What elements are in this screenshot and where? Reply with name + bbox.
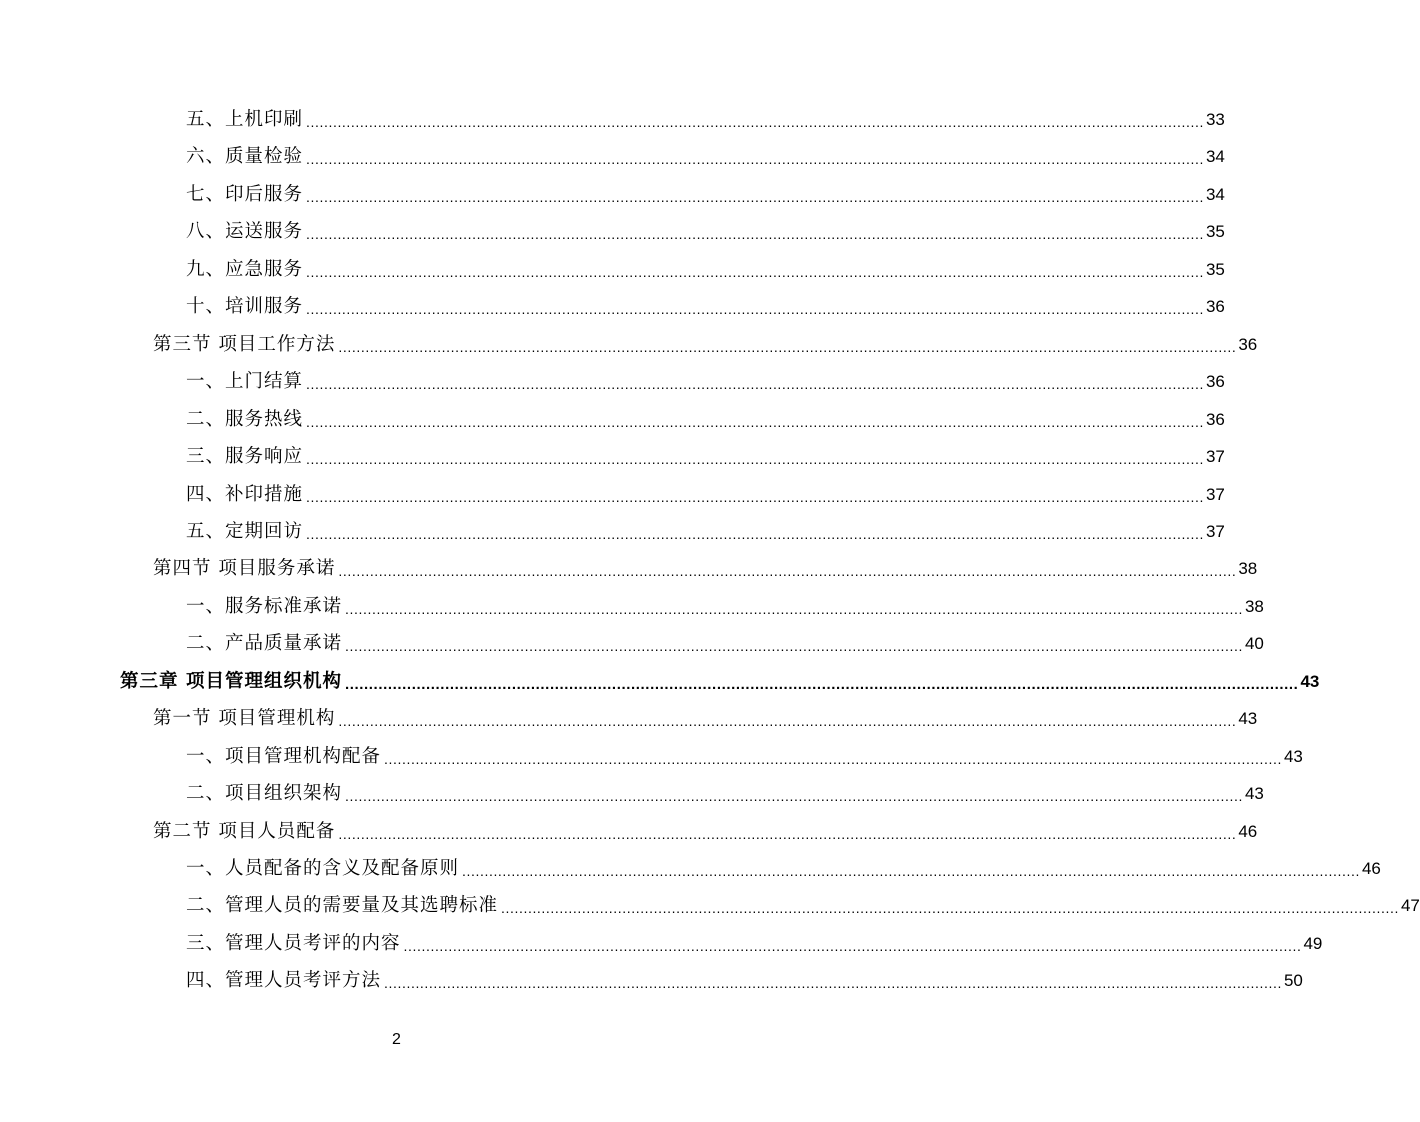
toc-entry-item[interactable] (186, 588, 1264, 625)
toc-entry-page: 37 (1205, 447, 1225, 467)
toc-entry-label: 第三章 项目管理组织机构 (120, 670, 342, 692)
dot-leader: ........................................................................................................................................................................................................ (462, 863, 1360, 879)
toc-entry-page: 38 (1244, 596, 1264, 616)
dot-leader: ........................................................................................................................................................................................................ (306, 451, 1204, 468)
toc-entry-chapter[interactable] (120, 663, 1320, 700)
dot-leader: ........................................................................................................................................................................................................ (345, 600, 1243, 617)
toc-entry-label: 二、管理人员的需要量及其选聘标准 (186, 895, 499, 917)
dot-leader: ........................................................................................................................................................................................................ (338, 338, 1237, 355)
toc-entry-page: 43 (1238, 709, 1258, 729)
toc-entry-item[interactable] (186, 850, 1381, 887)
toc-entry-item[interactable] (186, 363, 1225, 400)
toc-entry-item[interactable] (186, 476, 1225, 513)
toc-entry-section[interactable] (153, 326, 1258, 363)
toc-entry-page: 43 (1244, 784, 1264, 804)
toc-entry-label: 十、培训服务 (186, 296, 304, 318)
dot-leader: ........................................................................................................................................................................................................ (384, 975, 1282, 992)
toc-entry-page: 46 (1361, 859, 1381, 878)
dot-leader: ........................................................................................................................................................................................................ (345, 788, 1243, 805)
toc-entry-page: 49 (1303, 933, 1323, 953)
toc-entry-label: 第四节 项目服务承诺 (153, 558, 336, 580)
toc-entry-label: 五、定期回访 (186, 520, 304, 542)
toc-entry-page: 36 (1205, 409, 1225, 429)
dot-leader: ........................................................................................................................................................................................................ (306, 226, 1204, 243)
toc-entry-label: 四、补印措施 (186, 483, 304, 505)
toc-entry-label: 第三节 项目工作方法 (153, 333, 336, 355)
toc-entry-section[interactable] (153, 813, 1258, 850)
toc-entry-label: 七、印后服务 (186, 183, 304, 205)
toc-entry-page: 40 (1244, 634, 1264, 654)
toc-entry-item[interactable] (186, 213, 1225, 250)
toc-entry-page: 35 (1205, 222, 1225, 242)
toc-entry-page: 47 (1400, 896, 1420, 916)
toc-entry-label: 四、管理人员考评方法 (186, 970, 382, 992)
dot-leader: ........................................................................................................................................................................................................ (501, 900, 1399, 917)
dot-leader: ........................................................................................................................................................................................................ (384, 750, 1282, 767)
toc-entry-item[interactable] (186, 401, 1225, 438)
toc-entry-label: 二、产品质量承诺 (186, 633, 343, 655)
toc-entry-item[interactable] (186, 438, 1225, 475)
toc-entry-label: 二、服务热线 (186, 408, 304, 430)
toc-entry-label: 第一节 项目管理机构 (153, 708, 336, 730)
toc-entry-label: 三、服务响应 (186, 446, 304, 468)
toc-entry-page: 33 (1205, 110, 1225, 129)
toc-entry-item[interactable] (186, 887, 1420, 924)
toc-entry-item[interactable] (186, 962, 1303, 999)
toc-entry-section[interactable] (153, 550, 1258, 587)
toc-entry-item[interactable] (186, 288, 1225, 325)
toc-entry-section[interactable] (153, 700, 1258, 737)
toc-entry-label: 九、应急服务 (186, 258, 304, 280)
toc-entry-item[interactable] (186, 775, 1264, 812)
toc-entry-page: 36 (1205, 297, 1225, 317)
page-number: 2 (392, 1031, 401, 1048)
toc-entry-page: 43 (1300, 671, 1320, 691)
toc-entry-page: 34 (1205, 147, 1225, 167)
toc-entry-label: 五、上机印刷 (186, 109, 304, 130)
dot-leader: ........................................................................................................................................................................................................ (306, 114, 1204, 130)
dot-leader: ........................................................................................................................................................................................................ (338, 825, 1237, 842)
toc-entry-label: 八、运送服务 (186, 221, 304, 243)
toc-entry-page: 46 (1238, 821, 1258, 841)
dot-leader: ........................................................................................................................................................................................................ (306, 263, 1204, 280)
toc-entry-page: 38 (1238, 559, 1258, 579)
toc-entry-item[interactable] (186, 251, 1225, 288)
toc-entry-label: 一、服务标准承诺 (186, 595, 343, 617)
toc-entry-item[interactable] (186, 738, 1303, 775)
dot-leader: ........................................................................................................................................................................................................ (306, 488, 1204, 505)
toc-entry-page: 35 (1205, 259, 1225, 279)
dot-leader: ........................................................................................................................................................................................................ (306, 301, 1204, 318)
toc-entry-page: 37 (1205, 521, 1225, 541)
toc-entry-label: 第二节 项目人员配备 (153, 820, 336, 842)
toc-entry-label: 一、项目管理机构配备 (186, 745, 382, 767)
dot-leader: ........................................................................................................................................................................................................ (338, 713, 1237, 730)
toc-entry-page: 37 (1205, 484, 1225, 504)
toc-entry-page: 36 (1205, 372, 1225, 392)
dot-leader: ........................................................................................................................................................................................................ (306, 151, 1204, 168)
toc-entry-item[interactable] (186, 513, 1225, 550)
dot-leader: ........................................................................................................................................................................................................ (306, 188, 1204, 205)
dot-leader: ........................................................................................................................................................................................................ (306, 376, 1204, 393)
toc-entry-item[interactable] (186, 625, 1264, 662)
toc-entry-item[interactable] (186, 176, 1225, 213)
toc-entry-label: 三、管理人员考评的内容 (186, 932, 401, 954)
toc-entry-item[interactable] (186, 925, 1323, 962)
dot-leader: ........................................................................................................................................................................................................ (306, 413, 1204, 430)
dot-leader: ........................................................................................................................................................................................................ (345, 638, 1243, 655)
dot-leader: ........................................................................................................................................................................................................ (344, 675, 1299, 693)
dot-leader: ........................................................................................................................................................................................................ (338, 563, 1237, 580)
toc-entry-page: 36 (1238, 334, 1258, 354)
toc-entry-page: 50 (1283, 971, 1303, 991)
toc-entry-item[interactable] (186, 138, 1225, 175)
toc-entry-page: 34 (1205, 184, 1225, 204)
toc-entry-page: 43 (1283, 746, 1303, 766)
dot-leader: ........................................................................................................................................................................................................ (306, 525, 1204, 542)
toc-entry-label: 一、人员配备的含义及配备原则 (186, 858, 460, 879)
toc-entry-label: 六、质量检验 (186, 146, 304, 168)
toc-entry-item[interactable] (186, 101, 1225, 138)
dot-leader: ........................................................................................................................................................................................................ (403, 937, 1302, 954)
toc-entry-label: 一、上门结算 (186, 371, 304, 393)
toc-entry-label: 二、项目组织架构 (186, 783, 343, 805)
